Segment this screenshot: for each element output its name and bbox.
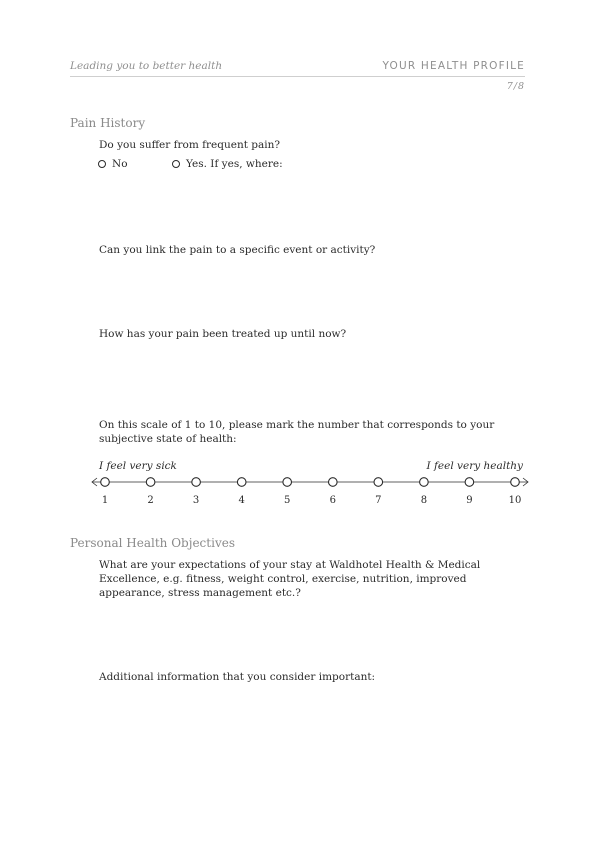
scale-number-4: 4 bbox=[238, 495, 245, 506]
question-additional-info: Additional information that you consider important: bbox=[99, 671, 376, 683]
scale-number-9: 9 bbox=[466, 495, 473, 506]
header-tagline: Leading you to better health bbox=[70, 60, 223, 72]
question-pain-treated: How has your pain been treated up until now? bbox=[99, 328, 347, 340]
radio-circle-icon[interactable] bbox=[98, 160, 106, 168]
question-link-event: Can you link the pain to a specific event or activity? bbox=[99, 244, 376, 256]
radio-option-yes[interactable] bbox=[172, 158, 283, 170]
header-divider bbox=[70, 76, 525, 77]
scale-option-5[interactable] bbox=[283, 478, 292, 487]
scale-max-label: I feel very healthy bbox=[426, 460, 523, 472]
page-number: 7/8 bbox=[506, 81, 525, 92]
radio-label-no: No bbox=[112, 158, 128, 170]
radio-option-no[interactable] bbox=[98, 158, 128, 170]
radio-label-yes: Yes. If yes, where: bbox=[186, 158, 283, 170]
scale-option-7[interactable] bbox=[374, 478, 383, 487]
scale-option-3[interactable] bbox=[192, 478, 201, 487]
scale-number-5: 5 bbox=[284, 495, 291, 506]
scale-number-3: 3 bbox=[192, 495, 200, 506]
scale-option-2[interactable] bbox=[146, 478, 155, 487]
scale-option-6[interactable] bbox=[329, 478, 338, 487]
scale-number-6: 6 bbox=[329, 495, 336, 506]
question-expectations: What are your expectations of your stay at Waldhotel Health & Medical Excellence, e.g. fitness, weight control, exercise, nutrition, improved appearance, stress management etc.? bbox=[99, 559, 481, 599]
health-scale bbox=[88, 472, 534, 492]
scale-option-9[interactable] bbox=[465, 478, 474, 487]
radio-circle-icon[interactable] bbox=[172, 160, 180, 168]
scale-option-1[interactable] bbox=[101, 478, 110, 487]
scale-option-4[interactable] bbox=[237, 478, 246, 487]
scale-number-7: 7 bbox=[375, 495, 382, 506]
scale-number-2: 2 bbox=[147, 495, 154, 506]
scale-min-label: I feel very sick bbox=[99, 460, 177, 472]
section-title-objectives: Personal Health Objectives bbox=[70, 536, 235, 550]
scale-option-8[interactable] bbox=[420, 478, 429, 487]
scale-number-10: 10 bbox=[508, 495, 522, 506]
scale-number-8: 8 bbox=[420, 495, 428, 506]
header-document-title: YOUR HEALTH PROFILE bbox=[382, 60, 525, 72]
scale-number-1: 1 bbox=[101, 495, 109, 506]
question-frequent-pain: Do you suffer from frequent pain? bbox=[99, 139, 281, 151]
scale-option-10[interactable] bbox=[511, 478, 520, 487]
section-title-pain-history: Pain History bbox=[70, 116, 146, 130]
question-health-scale: On this scale of 1 to 10, please mark the number that corresponds to your subjective state of health: bbox=[99, 419, 495, 445]
